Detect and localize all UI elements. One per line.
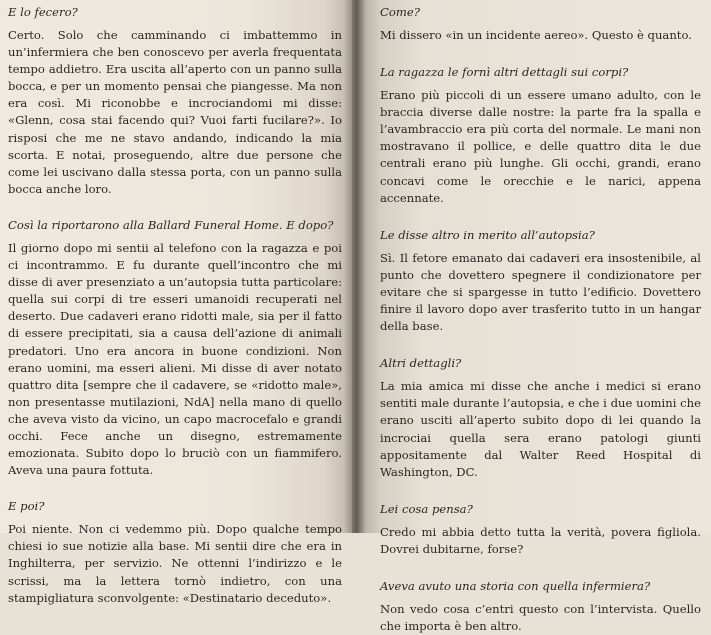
question-heading: Altri dettagli? (380, 356, 462, 371)
question-heading: Aveva avuto una storia con quella infermiera? (380, 578, 651, 593)
answer-paragraph: Poi niente. Non ci vedemmo più. Dopo qualche tempo chiesi io sue notizie alla base. Mi sentii dire che era in Inghilterra, per servizio. Ne ottenni l’indirizzo e le scrissi, ma la lettera tornò indietro, con una stampigliatura sconvolgente: «Destinatario deceduto». (8, 522, 342, 605)
question-heading: Le disse altro in merito all’autopsia? (380, 227, 595, 242)
answer-paragraph: Credo mi abbia detto tutta la verità, povera figliola. Dovrei dubitarne, forse? (380, 524, 701, 556)
answer-paragraph: Erano più piccoli di un essere umano adulto, con le braccia diverse dalle nostre: la parte fra la spalla e l’avambraccio era più corta del normale. Le mani non mostravano il pollice, e delle quattro dita le due centrali erano più lunghe. Gli occhi, grandi, erano concavi come le orecchie e le narici, appena accennate. (380, 88, 701, 205)
question-heading: E lo fecero? (8, 5, 78, 19)
question-heading: Come? (380, 5, 420, 19)
answer-paragraph: Non vedo cosa c’entri questo con l’intervista. Quello che importa è ben altro. (380, 601, 701, 634)
right-page (352, 0, 711, 634)
question-heading: Così la riportarono alla Ballard Funeral Home. E dopo? (8, 217, 334, 232)
question-heading: Lei cosa pensa? (380, 501, 473, 516)
question-heading: E poi? (8, 499, 45, 514)
answer-paragraph: La mia amica mi disse che anche i medici si erano sentiti male durante l’autopsia, e che i due uomini che erano usciti all’aperto subito dopo di lei quando la incrociai quella sera erano patologi giunti appositamente dal Walter Reed Hospital di Washington, DC. (380, 379, 701, 479)
answer-paragraph: Il giorno dopo mi sentii al telefono con la ragazza e poi ci incontrammo. E fu durante quell’incontro che mi disse di aver presenziato a un’autopsia tutta particolare: quella sui corpi di tre esseri umanoidi recuperati nel deserto. Due cadaveri erano ridotti male, sia per il fatto di essere precipitati, sia a causa dell’azione di animali predatori. Uno era ancora in buone condizioni. Non erano uomini, ma esseri alieni. Mi disse di aver notato quattro dita [sempre che il cadavere, se «ridotto male», non presentasse mutilazioni, NdA] nella mano di quello che aveva visto da vicino, un capo macrocefalo e grandi occhi. Fece anche un disegno, estremamente emozionata. Subito dopo lo bruciò con un fiammifero. Aveva una paura fottuta. (8, 240, 342, 478)
answer-paragraph: Mi dissero «in un incidente aereo». Questo è quanto. (380, 28, 692, 42)
question-heading: La ragazza le fornì altri dettagli sui corpi? (380, 65, 629, 80)
answer-paragraph: Sì. Il fetore emanato dai cadaveri era insostenibile, al punto che dovettero spegnere il condizionatore per evitare che si spargesse in tutto l’edificio. Dovettero finire il lavoro dopo aver trasferito tutto in un hangar della base. (380, 250, 701, 334)
left-page (0, 0, 352, 605)
answer-paragraph: Certo. Solo che camminando ci imbattemmo in un’infermiera che ben conoscevo per averla frequentata tempo addietro. Era uscita all’aperto con un panno sulla bocca, e per un momento pensai che piangesse. Ma non era così. Mi riconobbe e incrociandomi mi disse: «Glenn, cosa stai facendo qui? Vuoi farti fucilare?». Io risposi che me ne stavo andando, indicando la mia scorta. E notai, proseguendo, altre due persone che come lei uscivano dalla stessa porta, con un panno sulla bocca anche loro. (8, 28, 342, 196)
